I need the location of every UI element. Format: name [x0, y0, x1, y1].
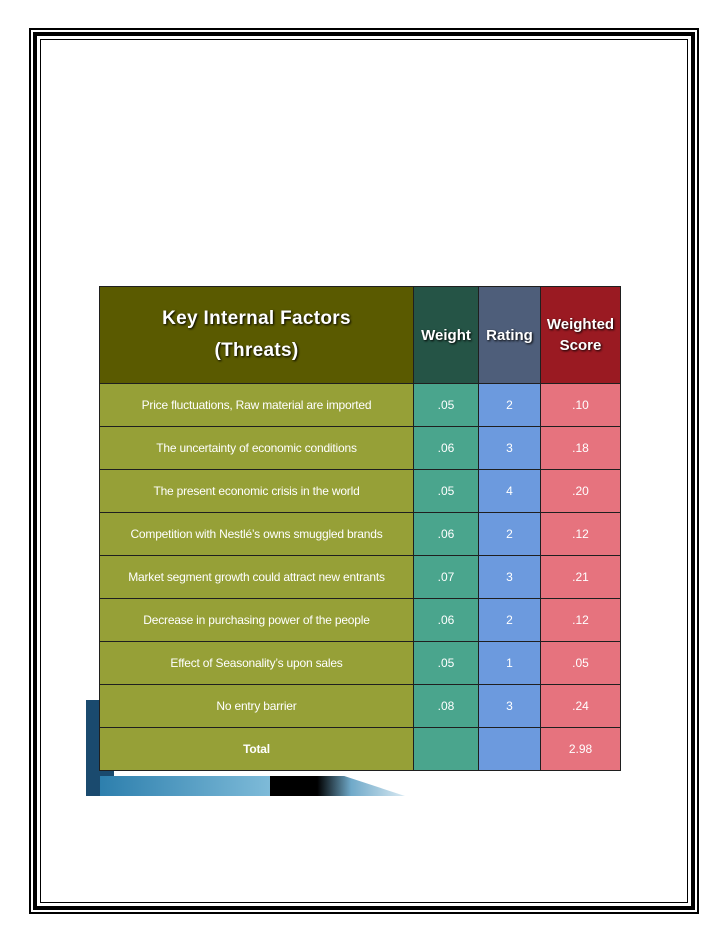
rating-cell: 4	[479, 470, 541, 513]
weight-cell: .06	[414, 513, 479, 556]
weight-cell: .06	[414, 427, 479, 470]
factor-cell: Decrease in purchasing power of the people	[100, 599, 414, 642]
score-cell: .12	[541, 599, 621, 642]
rating-cell: 3	[479, 427, 541, 470]
rating-cell: 2	[479, 384, 541, 427]
factor-cell: Market segment growth could attract new entrants	[100, 556, 414, 599]
score-cell: .20	[541, 470, 621, 513]
weight-cell: .05	[414, 384, 479, 427]
table-row	[100, 556, 621, 599]
score-cell: .24	[541, 685, 621, 728]
factor-cell: The uncertainty of economic conditions	[100, 427, 414, 470]
factor-cell: Competition with Nestlé’s owns smuggled brands	[100, 513, 414, 556]
factor-cell: Effect of Seasonality’s upon sales	[100, 642, 414, 685]
weight-cell: .08	[414, 685, 479, 728]
table-row	[100, 427, 621, 470]
total-label-cell: Total	[100, 728, 414, 771]
table-row	[100, 685, 621, 728]
weight-cell: .06	[414, 599, 479, 642]
score-cell: .05	[541, 642, 621, 685]
weight-cell: .07	[414, 556, 479, 599]
score-cell: .12	[541, 513, 621, 556]
total-score-cell: 2.98	[541, 728, 621, 771]
header-weight: Weight	[414, 287, 479, 384]
rating-cell: 3	[479, 685, 541, 728]
table-row	[100, 599, 621, 642]
header-weighted-score-line1: Weighted	[546, 316, 615, 333]
total-row	[100, 728, 621, 771]
rating-cell: 1	[479, 642, 541, 685]
score-cell: .10	[541, 384, 621, 427]
total-rating-cell	[479, 728, 541, 771]
rating-cell: 2	[479, 513, 541, 556]
header-rating: Rating	[479, 287, 541, 384]
header-key-factors-line1: Key Internal Factors	[162, 308, 351, 329]
table-row	[100, 470, 621, 513]
weight-cell: .05	[414, 470, 479, 513]
table-row	[100, 513, 621, 556]
rating-cell: 2	[479, 599, 541, 642]
header-key-factors	[100, 287, 414, 384]
rating-cell: 3	[479, 556, 541, 599]
factor-cell: Price fluctuations, Raw material are imported	[100, 384, 414, 427]
weight-cell: .05	[414, 642, 479, 685]
table-row	[100, 642, 621, 685]
score-cell: .21	[541, 556, 621, 599]
total-weight-cell	[414, 728, 479, 771]
factor-cell: No entry barrier	[100, 685, 414, 728]
score-cell: .18	[541, 427, 621, 470]
table-row	[100, 384, 621, 427]
table-header-row	[100, 287, 621, 384]
header-key-factors-line2: (Threats)	[214, 340, 299, 361]
factor-cell: The present economic crisis in the world	[100, 470, 414, 513]
header-weighted-score	[541, 287, 621, 384]
efe-threats-table	[99, 286, 621, 771]
header-weighted-score-line2: Score	[559, 337, 602, 354]
